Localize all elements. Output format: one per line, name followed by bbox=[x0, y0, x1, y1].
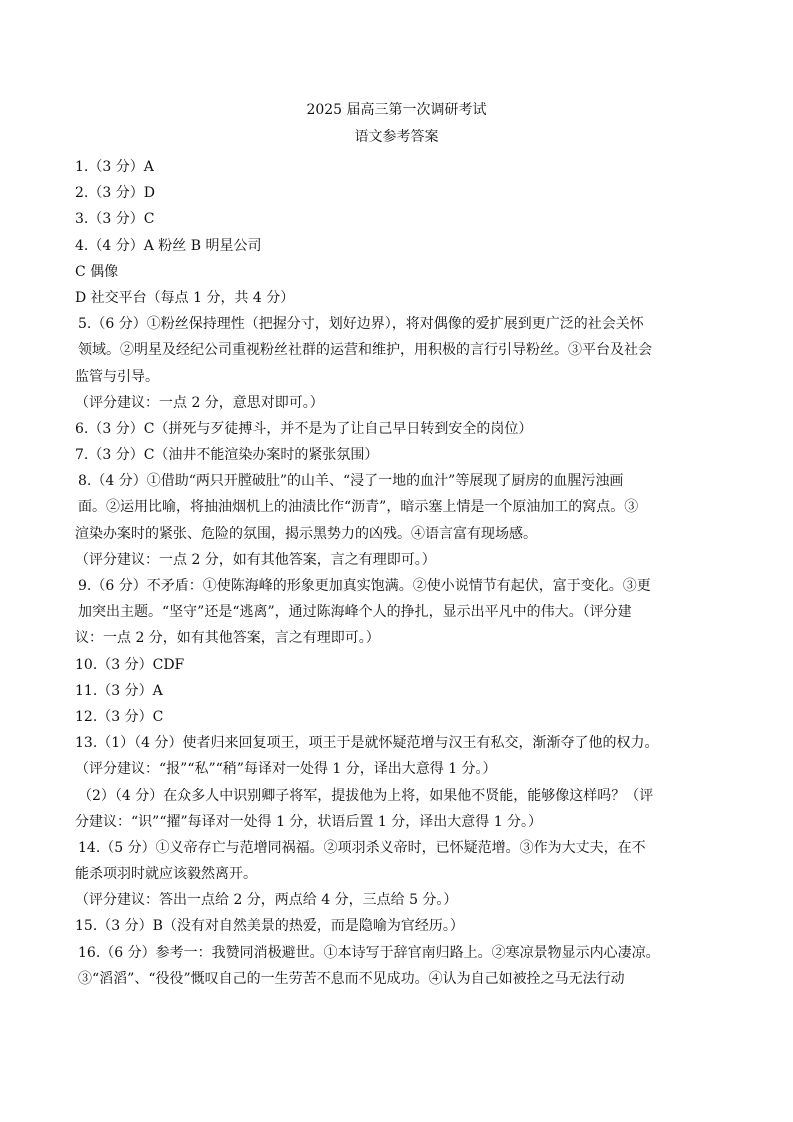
answer-line: （2）（4 分）在众多人中识别卿子将军，提拔他为上将，如果他不贤能，能够像这样吗？（评 bbox=[78, 787, 654, 804]
answer-line: 渲染办案时的紧张、危险的氛围，揭示黑势力的凶残。④语言富有现场感。 bbox=[75, 525, 537, 542]
document-title: 2025 届高三第一次调研考试 bbox=[306, 102, 487, 118]
answer-line: ③“滔滔”、“役役”慨叹自己的一生劳苦不息而不见成功。④认为自己如被拴之马无法行动 bbox=[78, 970, 625, 987]
answer-line: 面。②运用比喻，将抽油烟机上的油渍比作“沥青”，暗示塞上情是一个原油加工的窝点。③ bbox=[78, 499, 639, 516]
answer-line: 14.（5 分）①义帝存亡与范增同祸福。②项羽杀义帝时，已怀疑范增。③作为大丈夫，在不 bbox=[78, 839, 646, 856]
answer-line: 领域。②明星及经纪公司重视粉丝社群的运营和维护，用积极的言行引导粉丝。③平台及社会 bbox=[78, 342, 652, 359]
answer-line: （评分建议：一点 2 分，意思对即可。） bbox=[75, 394, 324, 411]
answer-line: 12.（3 分）C bbox=[75, 708, 164, 725]
answer-line: 8.（4 分）①借助“两只开膛破肚”的山羊、“浸了一地的血汁”等展现了厨房的血腥污浊画 bbox=[78, 473, 624, 490]
answer-line: （评分建议：“报”“私”“稍”每译对一处得 1 分，译出大意得 1 分。） bbox=[75, 761, 497, 778]
answer-line: C 偶像 bbox=[75, 263, 119, 280]
answer-line: 6.（3 分）C（拼死与歹徒搏斗，并不是为了让自己早日转到安全的岗位） bbox=[75, 420, 533, 437]
answer-list bbox=[75, 154, 725, 992]
answer-line: 能杀项羽时就应该毅然离开。 bbox=[75, 866, 257, 883]
answer-line: 11.（3 分）A bbox=[75, 682, 163, 699]
answer-line: 2.（3 分）D bbox=[75, 185, 155, 202]
answer-line: 3.（3 分）C bbox=[75, 211, 155, 228]
document-subtitle: 语文参考答案 bbox=[354, 129, 439, 145]
answer-line: 7.（3 分）C（油井不能渲染办案时的紧张氛围） bbox=[75, 447, 379, 464]
answer-line: 加突出主题。“坚守”还是“逃离”，通过陈海峰个人的挣扎，显示出平凡中的伟大。（评分建 bbox=[78, 604, 632, 621]
answer-line: 16.（6 分）参考一：我赞同消极避世。①本诗写于辞官南归路上。②寒凉景物显示内心凄凉。 bbox=[78, 944, 660, 961]
answer-line: 15.（3 分）B（没有对自然美景的热爱，而是隐喻为官经历。） bbox=[75, 918, 464, 935]
answer-line: 议：一点 2 分，如有其他答案，言之有理即可。） bbox=[75, 630, 380, 647]
answer-line: 5.（6 分）①粉丝保持理性（把握分寸，划好边界），将对偶像的爱扩展到更广泛的社会关怀 bbox=[78, 316, 644, 333]
answer-line: 分建议：“识”“擢”每译对一处得 1 分，状语后置 1 分，译出大意得 1 分。） bbox=[75, 813, 543, 830]
answer-line: 4.（4 分）A 粉丝 B 明星公司 bbox=[75, 237, 262, 254]
answer-line: D 社交平台（每点 1 分，共 4 分） bbox=[75, 289, 295, 306]
answer-line: （评分建议：答出一点给 2 分，两点给 4 分，三点给 5 分。） bbox=[75, 892, 458, 909]
answer-line: 9.（6 分）不矛盾：①使陈海峰的形象更加真实饱满。②使小说情节有起伏，富于变化。③更 bbox=[78, 578, 651, 594]
answer-line: 监管与引导。 bbox=[75, 368, 159, 385]
answer-line: 1.（3 分）A bbox=[75, 159, 154, 175]
answer-line: （评分建议：一点 2 分，如有其他答案，言之有理即可。） bbox=[75, 551, 436, 568]
answer-line: 13.（1）（4 分）使者归来回复项王，项王于是就怀疑范增与汉王有私交，渐渐夺了他的权力。 bbox=[75, 735, 659, 752]
answer-line: 10.（3 分）CDF bbox=[75, 656, 185, 673]
